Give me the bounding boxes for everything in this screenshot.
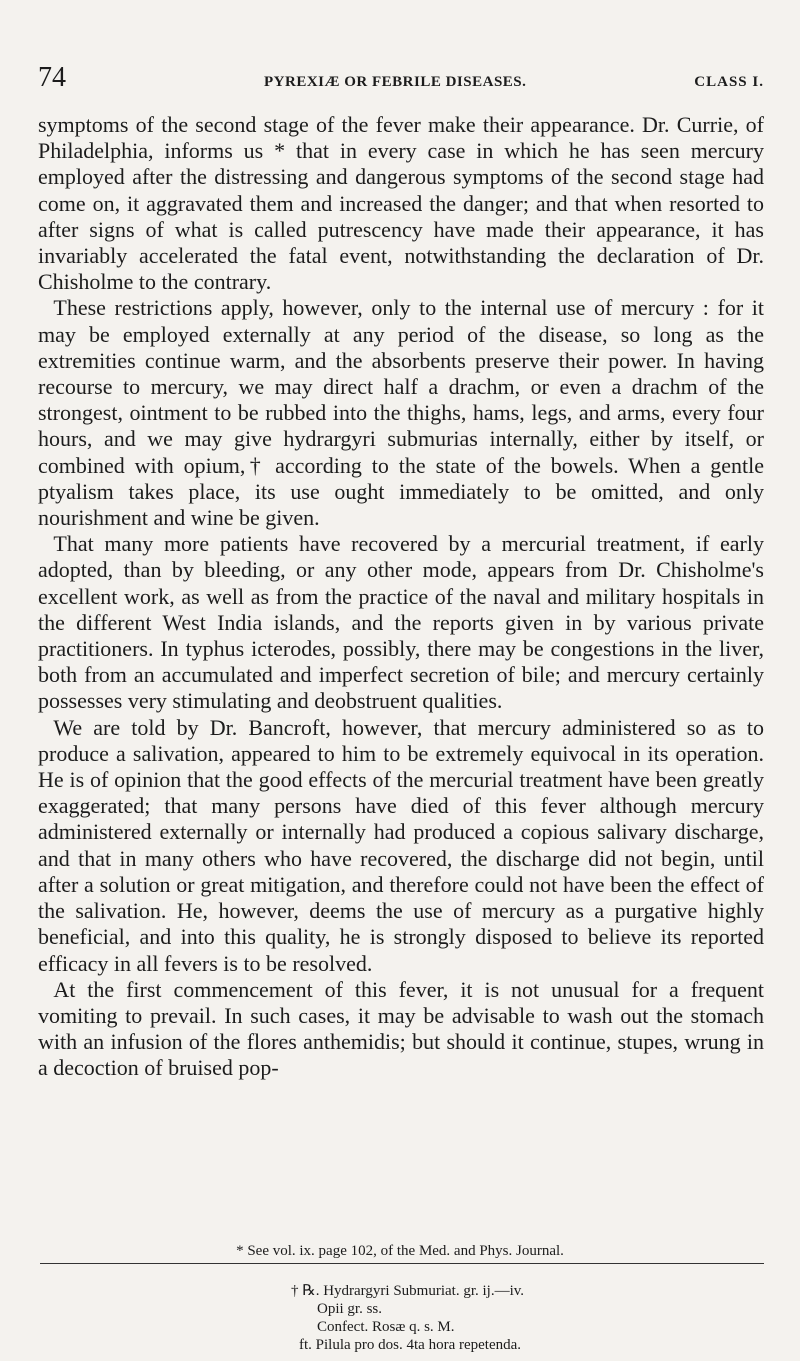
page-header: [38, 62, 764, 92]
paragraph: These restrictions apply, however, only to the internal use of mercury : for it may be employed externally at any period of the disease, so long as the extremities continue warm, and the absorbents preserve their power. In having recourse to mercury, we may direct half a drachm, or even a drachm of the strongest, ointment to be rubbed into the thighs, hams, legs, and arms, every four hours, and we may give hydrargyri submurias internally, either by itself, or combined with opium,† according to the state of the bowels. When a gentle ptyalism takes place, its use ought immediately to be omitted, and only nourishment and wine be given.: [38, 295, 764, 531]
running-title: PYREXIÆ OR FEBRILE DISEASES.: [264, 74, 527, 90]
prescription-line: † ℞. Hydrargyri Submuriat. gr. ij.—iv.: [291, 1283, 525, 1299]
body-text: [38, 112, 764, 1082]
prescription-line: Opii gr. ss.: [317, 1301, 383, 1317]
footnote: * See vol. ix. page 102, of the Med. and Phys. Journal.: [236, 1243, 564, 1259]
prescription-line: Confect. Rosæ q. s. M.: [317, 1319, 455, 1335]
paragraph: That many more patients have recovered by a mercurial treatment, if early adopted, than by bleeding, or any other mode, appears from Dr. Chisholme's excellent work, as well as from the practice of the naval and military hospitals in the different West India islands, and the reports given in by various private practitioners. In typhus icterodes, possibly, there may be congestions in the liver, both from an accumulated and imperfect secretion of bile; and mercury certainly possesses very stimulating and deobstruent qualities.: [38, 531, 764, 714]
paragraph: symptoms of the second stage of the fever make their appearance. Dr. Currie, of Philadelphia, informs us * that in every case in which he has seen mercury employed after the distressing and dangerous symptoms of the second stage had come on, it aggravated them and increased the danger; and that when resorted to after signs of what is called putrescency have made their appearance, it has invariably accelerated the fatal event, notwithstanding the declaration of Dr. Chisholme to the contrary.: [38, 112, 764, 295]
prescription-line: ft. Pilula pro dos. 4ta hora repetenda.: [299, 1337, 522, 1353]
page-number: 74: [38, 62, 66, 93]
class-label: CLASS I.: [694, 74, 764, 90]
paragraph: We are told by Dr. Bancroft, however, that mercury administered so as to produce a salivation, appeared to him to be extremely equivocal in its operation. He is of opinion that the good effects of the mercurial treatment have been greatly exaggerated; that many persons have died of this fever although mercury administered externally or internally had produced a copious salivary discharge, and that in many others who have recovered, the discharge did not begin, until after a solution or great mitigation, and therefore could not have been the effect of the salivation. He, however, deems the use of mercury as a purgative highly beneficial, and into this quality, he is strongly disposed to believe its reported efficacy in all fevers is to be resolved.: [38, 714, 764, 976]
prescription-footnote: [291, 1282, 751, 1354]
paragraph: At the first commencement of this fever, it is not unusual for a frequent vomiting to prevail. In such cases, it may be advisable to wash out the stomach with an infusion of the flores anthemidis; but should it continue, stupes, wrung in a decoction of bruised pop-: [38, 976, 764, 1081]
footnote-divider: [40, 1263, 764, 1264]
